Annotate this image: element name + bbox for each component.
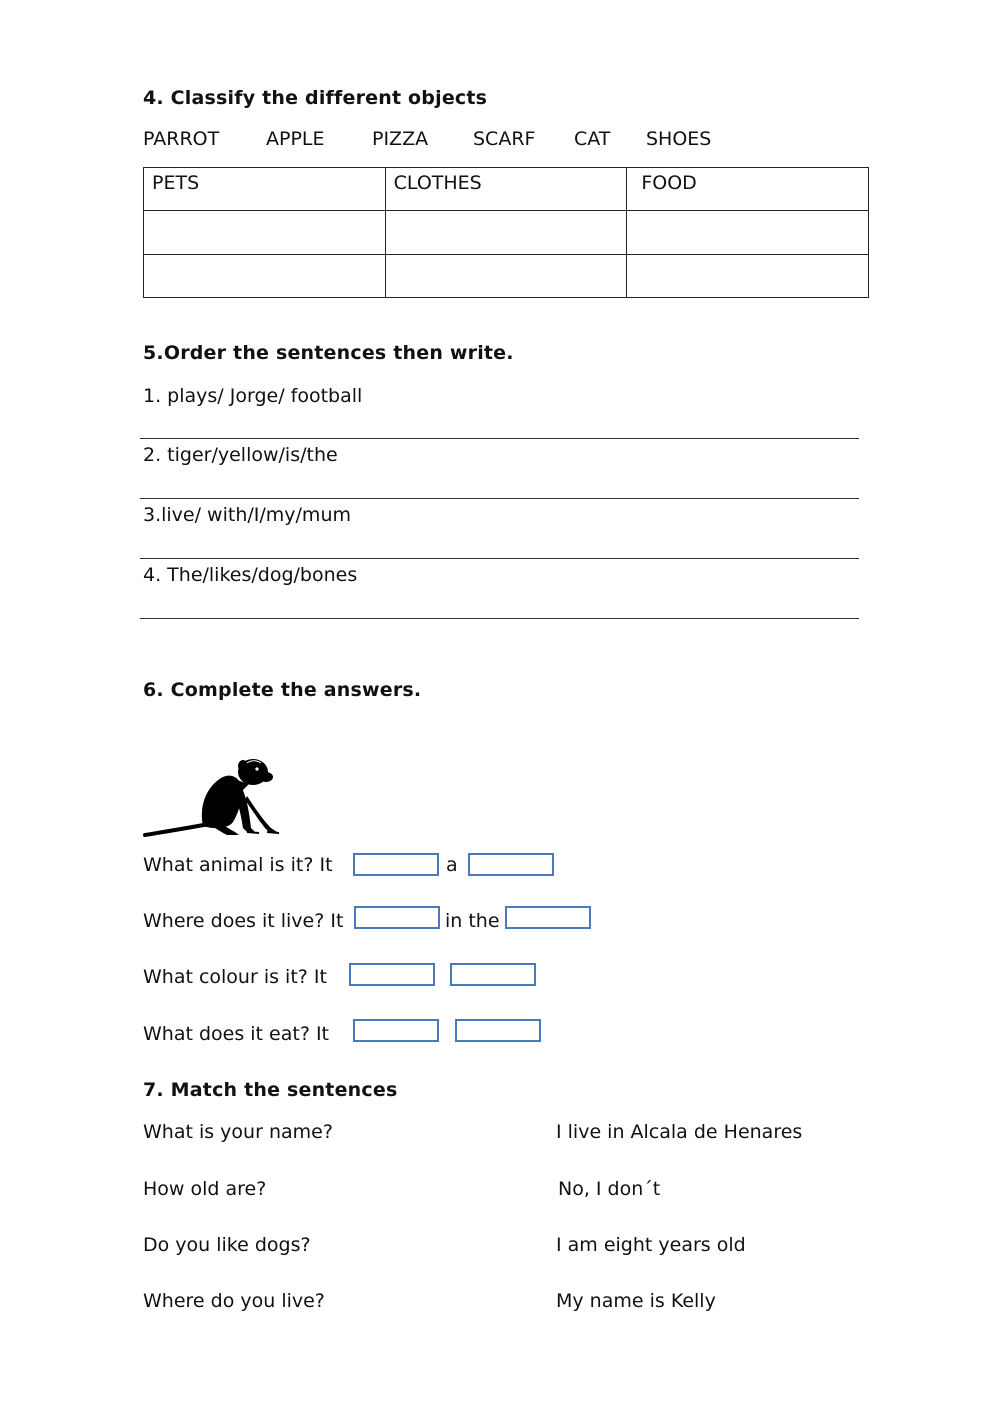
word-bank-item: SCARF	[473, 128, 536, 150]
answer-line[interactable]	[140, 438, 859, 439]
word-bank-item: SHOES	[646, 128, 712, 150]
answer-box[interactable]	[354, 906, 440, 929]
match-answer[interactable]: I am eight years old	[556, 1234, 746, 1256]
match-answer[interactable]: No, I don´t	[558, 1178, 661, 1200]
answer-box[interactable]	[450, 963, 536, 986]
word-bank-item: APPLE	[266, 128, 325, 150]
answer-box[interactable]	[455, 1019, 541, 1042]
question-eat: What does it eat? It	[143, 1023, 330, 1045]
table-cell[interactable]	[144, 211, 386, 254]
connector-text: a	[446, 854, 458, 876]
question-live: Where does it live? It	[143, 910, 344, 932]
monkey-silhouette-icon	[143, 756, 283, 838]
match-question[interactable]: How old are?	[143, 1178, 267, 1200]
connector-text: in the	[445, 910, 500, 932]
answer-box[interactable]	[468, 853, 554, 876]
answer-box[interactable]	[353, 1019, 439, 1042]
answer-line[interactable]	[140, 558, 859, 559]
table-cell[interactable]	[385, 211, 627, 254]
table-cell[interactable]	[144, 254, 386, 297]
order-item: 1. plays/ Jorge/ football	[143, 385, 363, 407]
table-cell[interactable]	[627, 254, 869, 297]
header-clothes: CLOTHES	[385, 168, 627, 211]
match-answer[interactable]: My name is Kelly	[556, 1290, 716, 1312]
section-7-heading: 7. Match the sentences	[143, 1079, 398, 1101]
order-item: 3.live/ with/I/my/mum	[143, 504, 351, 526]
answer-box[interactable]	[505, 906, 591, 929]
header-pets: PETS	[144, 168, 386, 211]
table-cell[interactable]	[627, 211, 869, 254]
answer-box[interactable]	[349, 963, 435, 986]
order-item: 4. The/likes/dog/bones	[143, 564, 358, 586]
answer-box[interactable]	[353, 853, 439, 876]
table-cell[interactable]	[385, 254, 627, 297]
match-question[interactable]: Where do you live?	[143, 1290, 325, 1312]
table-row	[144, 211, 869, 254]
answer-line[interactable]	[140, 498, 859, 499]
table-row	[144, 254, 869, 297]
section-5-heading: 5.Order the sentences then write.	[143, 342, 514, 364]
question-animal: What animal is it? It	[143, 854, 333, 876]
match-question[interactable]: Do you like dogs?	[143, 1234, 311, 1256]
word-bank-item: CAT	[574, 128, 611, 150]
order-item: 2. tiger/yellow/is/the	[143, 444, 338, 466]
match-question[interactable]: What is your name?	[143, 1121, 333, 1143]
word-bank-item: PIZZA	[372, 128, 429, 150]
header-food: FOOD	[627, 168, 869, 211]
word-bank-item: PARROT	[143, 128, 220, 150]
table-header-row	[144, 168, 869, 211]
match-answer[interactable]: I live in Alcala de Henares	[556, 1121, 803, 1143]
section-6-heading: 6. Complete the answers.	[143, 679, 422, 701]
section-4-heading: 4. Classify the different objects	[143, 87, 488, 109]
classify-table	[143, 167, 869, 298]
question-colour: What colour is it? It	[143, 966, 327, 988]
answer-line[interactable]	[140, 618, 859, 619]
word-bank	[143, 128, 843, 154]
